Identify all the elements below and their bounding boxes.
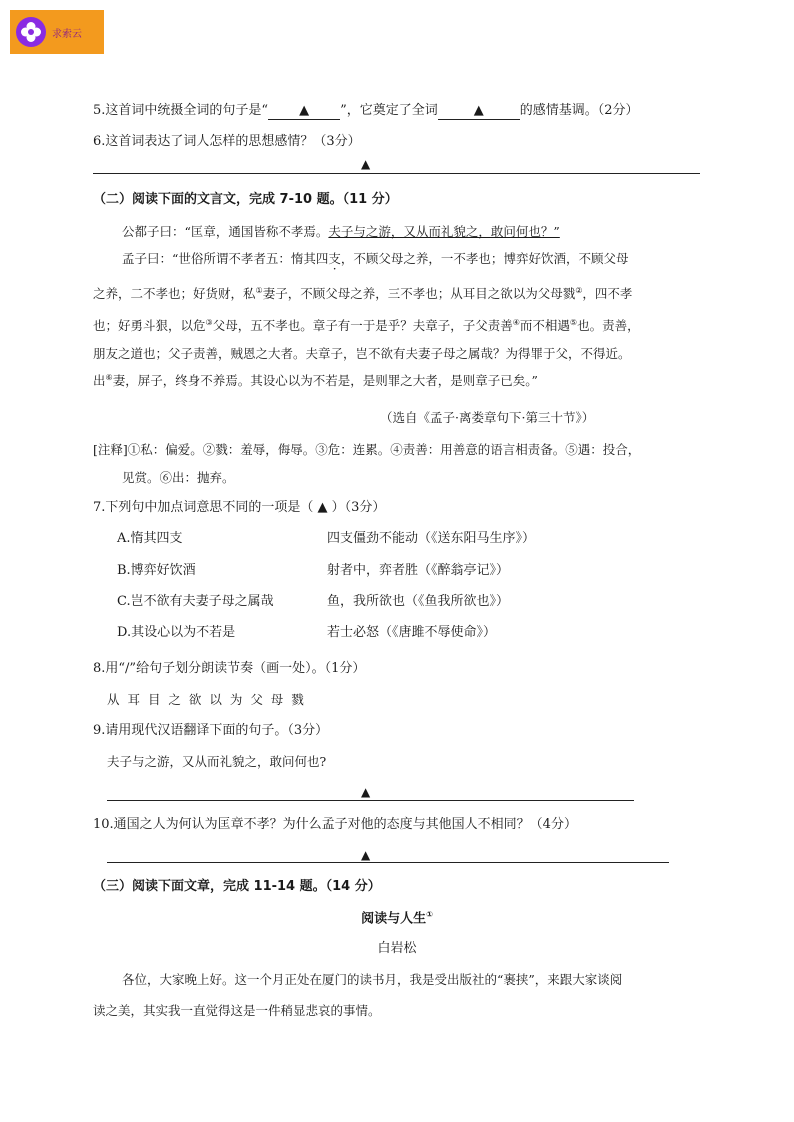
q9-answer-line[interactable] — [107, 800, 634, 801]
q7-option-c[interactable]: C.岂不欲有夫妻子母之属哉 — [117, 594, 274, 609]
passage-text: 父母，五不孝也。章子有一于是乎？夫章子，子父责善 — [212, 318, 513, 334]
passage-line-4 — [93, 318, 640, 333]
article-title-note: ① — [426, 910, 433, 919]
passage-line-5: 朋友之道也；父子责善，贼恩之大者。夫章子，岂不欲有夫妻子母之属哉？为得罪于父，不得近。 — [93, 346, 631, 361]
question-10: 10.通国之人为何认为匡章不孝？为什么孟子对他的态度与其他国人不相同？（4分） — [93, 817, 577, 832]
passage-text: 也。责善， — [577, 318, 640, 334]
note-ref-2: ② — [575, 286, 583, 295]
note-ref-1: ① — [255, 286, 263, 295]
q5-blank-1[interactable] — [268, 103, 340, 120]
q5-blank-2[interactable] — [438, 103, 520, 120]
question-8: 8.用“/”给句子划分朗读节奏（画一处）。（1分） — [93, 661, 366, 676]
q7-option-d-compare: 若士必怒（《唐雎不辱使命》） — [327, 625, 497, 640]
notes-line-2: 见赏。⑥出：抛弃。 — [122, 470, 235, 485]
q5-text-c: ”，它奠定了全词 — [340, 103, 438, 118]
passage-text: 妻，屏子，终身不养焉。其设心以为不若是，是则罪之大者，是则章子已矣。” — [112, 373, 538, 389]
q7-option-b-compare: 射者中，弈者胜（《醉翁亭记》） — [327, 563, 510, 578]
passage-text: 也；好勇斗狠，以危 — [93, 318, 206, 334]
passage-text: ，不顾父母之养，一不孝也； — [340, 251, 504, 266]
q7-option-d[interactable]: D.其设心以为不若是 — [117, 625, 236, 640]
logo — [10, 10, 104, 54]
note-ref-6: ⑥ — [105, 373, 113, 382]
q5-text-e: 的感情基调。（2分） — [519, 103, 639, 118]
passage-line-2 — [122, 251, 628, 266]
passage-text: ，四不孝 — [582, 286, 633, 302]
passage-text: 出 — [93, 373, 106, 389]
passage-source: （选自《孟子·离娄章句下·第三十节》） — [380, 410, 595, 425]
q7-option-a[interactable]: A.惰其四支 — [117, 531, 183, 546]
q10-answer-line[interactable] — [107, 862, 669, 863]
article-title — [0, 910, 794, 927]
q10-answer-marker: ▲ — [361, 848, 371, 862]
article-title-text: 阅读与人生 — [361, 911, 427, 927]
q5-blank-1-marker: ▲ — [299, 103, 310, 118]
q7-option-a-compare: 四支僵劲不能动（《送东阳马生序》） — [327, 531, 536, 546]
passage-text: 之养，二不孝也；好货财，私 — [93, 286, 256, 302]
passage-text: 公都子曰：“匡章，通国皆称不孝焉。 — [122, 224, 329, 239]
underlined-sentence: 夫子与之游，又从而礼貌之，敢问何也？” — [328, 224, 560, 239]
q9-sentence: 夫子与之游，又从而礼貌之，敢问何也? — [107, 754, 327, 769]
q8-sentence[interactable]: 从 耳 目 之 欲 以 为 父 母 戮 — [107, 692, 306, 707]
q7-option-b[interactable]: B.博弈好饮酒 — [117, 563, 196, 578]
dotted-word: 支 — [328, 251, 341, 266]
q6-answer-line[interactable] — [93, 173, 700, 174]
passage-line-6 — [93, 373, 538, 388]
q6-answer-marker: ▲ — [361, 157, 371, 171]
dotted-phrase — [503, 251, 566, 266]
passage-text: 从耳目之欲以为父母戮 — [450, 286, 576, 302]
q7-option-c-compare: 鱼，我所欲也（《鱼我所欲也》） — [327, 594, 510, 609]
note-ref-5: ⑤ — [569, 318, 578, 327]
note-ref-4: ④ — [512, 318, 520, 327]
question-5 — [93, 103, 639, 120]
passage-text: 而不相遇 — [519, 318, 570, 334]
passage-text: 孟子曰：“世俗所谓不孝者五：惰其四 — [122, 251, 329, 266]
passage-text: ，不顾父母 — [565, 251, 629, 266]
question-7: 7.下列句中加点词意思不同的一项是（ ▲ ）（3分） — [93, 500, 386, 515]
logo-flower-icon — [16, 17, 46, 47]
passage-text: 博弈好饮酒 — [503, 251, 566, 266]
q5-blank-2-marker: ▲ — [473, 103, 484, 118]
section-2-title: （二）阅读下面的文言文，完成 7-10 题。（11 分） — [93, 192, 398, 207]
passage-text: 妻子，不顾父母之养，三不孝也； — [262, 286, 451, 302]
notes-line-1: [注释]①私：偏爱。②戮：羞辱，侮辱。③危：连累。④责善：用善意的语言相责备。⑤遇：投合， — [93, 442, 641, 457]
question-6: 6.这首词表达了词人怎样的思想感情？（3分） — [93, 134, 361, 149]
passage-line-3 — [93, 286, 632, 301]
article-paragraph-line-2: 读之美，其实我一直觉得这是一件稍显悲哀的事情。 — [93, 1003, 381, 1018]
logo-text: 求索云 — [52, 28, 82, 40]
article-paragraph-line-1: 各位，大家晚上好。这一个月正处在厦门的读书月，我是受出版社的“裹挟”，来跟大家谈阅 — [122, 972, 623, 987]
q9-answer-marker: ▲ — [361, 785, 371, 799]
note-ref-3: ③ — [205, 318, 213, 327]
article-author: 白岩松 — [377, 941, 417, 956]
q5-text-a: 5.这首词中统摄全词的句子是“ — [93, 103, 269, 118]
passage-line-1 — [122, 224, 560, 239]
question-9: 9.请用现代汉语翻译下面的句子。（3分） — [93, 723, 329, 738]
section-3-title: （三）阅读下面文章，完成 11-14 题。（14 分） — [93, 879, 381, 894]
